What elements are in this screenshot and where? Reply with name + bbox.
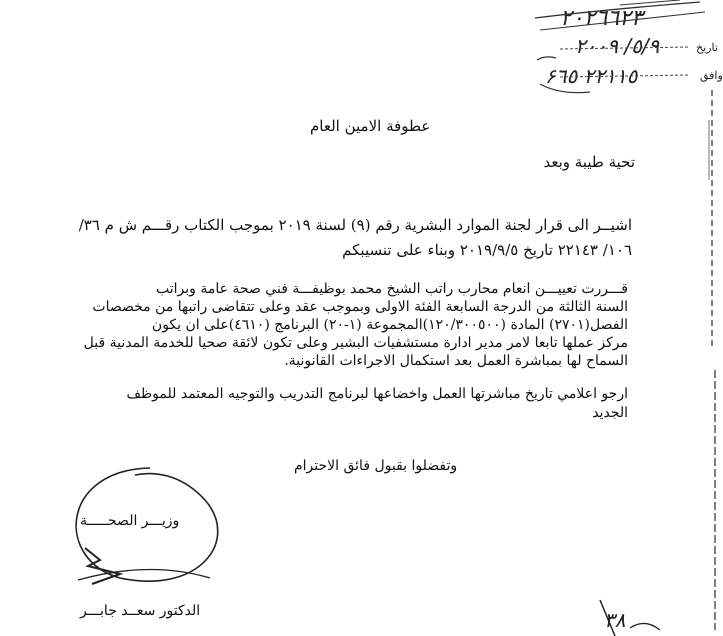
date-label: تاريخ bbox=[696, 41, 718, 54]
date-handwritten: ٥/٩/ ٢٠٠٩ bbox=[575, 34, 660, 58]
paragraph-2-line-3: الفصل(٢٧٠١) المادة (١٢٠/٣٠٠٥٠٠)المجموعة (١-٢٠) البرنامج (٤٦١٠)على ان يكون bbox=[151, 317, 628, 333]
bottom-handwritten-mark: ٣٨ bbox=[604, 608, 626, 632]
closing: وتفضلوا بقبول فائق الاحترام bbox=[294, 458, 458, 474]
paragraph-1-line-1: اشيــر الى قرار لجنة الموارد البشرية رقم (٩) لسنة ٢٠١٩ بموجب الكتاب رقـــم ش م ٣٦/ bbox=[78, 216, 632, 234]
greeting: تحية طيبة وبعد bbox=[543, 153, 635, 171]
paragraph-3-line-1: ارجو اعلامي تاريخ مباشرتها العمل واخضاعها لبرنامج التدريب والتوجيه المعتمد للموظف bbox=[126, 386, 628, 402]
paragraph-1-line-2: ١٠٦/ ٢٢١٤٣ تاريخ ٢٠١٩/٩/٥ وبناء على تنسيبكم bbox=[342, 241, 632, 259]
signatory-name: الدكتور سعــد جابـــر bbox=[80, 603, 201, 619]
paragraph-2-line-1: قـــررت تعييـــن انعام محارب راتب الشيخ محمد بوظيفـــة فني صحة عامة وبراتب bbox=[155, 281, 628, 297]
paragraph-2-line-4: مركز عملها تابعا لامر مدير ادارة مستشفيات البشير وعلى تكون لائقة صحيا للخدمة المدنية قبل bbox=[83, 335, 628, 351]
agree-handwritten: ٢٢١١٥ ۶٦٥ bbox=[545, 64, 638, 88]
agree-label: وافق bbox=[700, 69, 723, 82]
paragraph-3-line-2: الجديد bbox=[592, 405, 628, 421]
salutation: عطوفة الامين العام bbox=[310, 117, 431, 135]
reference-handwritten: ٢٠٢٦٦٢٣ bbox=[560, 6, 643, 31]
paragraph-2-line-2: السنة الثالثة من الدرجة السابعة الفئة الاولى وبموجب عقد وعلى تتقاضى راتبها من مخصصات bbox=[92, 299, 628, 315]
signatory-title: وزيـــر الصحـــــة bbox=[80, 513, 180, 529]
paragraph-2-line-5: السماح لها بمباشرة العمل بعد استكمال الاجراءات القانونية. bbox=[284, 353, 628, 369]
